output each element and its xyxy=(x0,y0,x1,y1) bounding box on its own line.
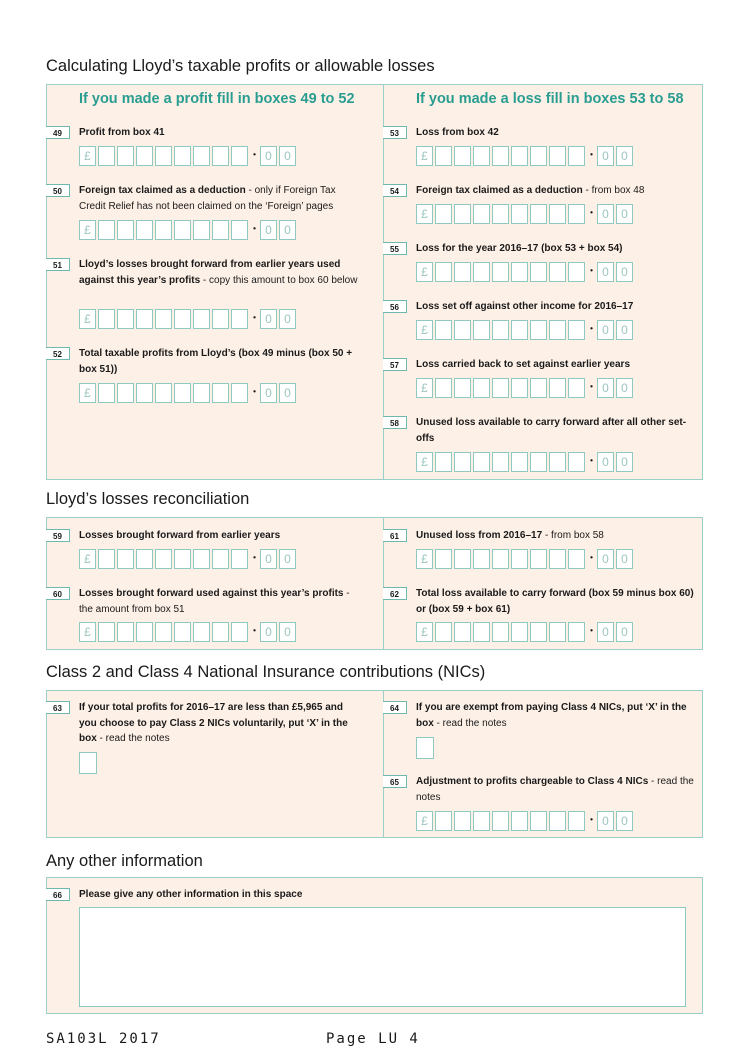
box-label xyxy=(416,586,701,617)
form-reference: SA103L 2017 xyxy=(46,1031,161,1047)
digit-cell[interactable] xyxy=(492,320,509,340)
digit-cell[interactable] xyxy=(549,378,566,398)
digit-cell[interactable] xyxy=(454,811,471,831)
digit-cell[interactable] xyxy=(549,811,566,831)
amount-field-52[interactable] xyxy=(79,383,298,403)
amount-field-65[interactable] xyxy=(416,811,635,831)
digit-cell[interactable] xyxy=(530,452,547,472)
digit-cell[interactable] xyxy=(492,811,509,831)
box-label-note: - read the notes xyxy=(96,733,170,744)
digit-cell[interactable] xyxy=(530,622,547,642)
pence-cell: 0 xyxy=(616,622,633,642)
pence-cell: 0 xyxy=(279,622,296,642)
digit-cell[interactable] xyxy=(530,320,547,340)
pence-cell: 0 xyxy=(616,452,633,472)
digit-cell[interactable] xyxy=(511,549,528,569)
digit-cell[interactable] xyxy=(568,378,585,398)
box-number: 54 xyxy=(383,184,407,197)
box-label xyxy=(416,528,701,544)
digit-cell[interactable] xyxy=(193,146,210,166)
digit-cell[interactable] xyxy=(530,146,547,166)
amount-field-50[interactable] xyxy=(79,220,298,240)
digit-cell[interactable] xyxy=(155,146,172,166)
box-number: 62 xyxy=(383,587,407,600)
decimal-point: • xyxy=(590,456,593,465)
pence-cell: 0 xyxy=(279,146,296,166)
decimal-point: • xyxy=(253,224,256,233)
decimal-point: • xyxy=(253,553,256,562)
currency-cell[interactable]: £ xyxy=(416,811,433,831)
decimal-point: • xyxy=(590,150,593,159)
box-label-main: Loss from box 42 xyxy=(416,127,499,138)
box-label-note: - from box 48 xyxy=(582,185,645,196)
digit-cell[interactable] xyxy=(212,383,229,403)
digit-cell[interactable] xyxy=(98,383,115,403)
class4-exempt-checkbox[interactable] xyxy=(416,737,434,759)
box-label xyxy=(416,415,701,446)
digit-cell[interactable] xyxy=(212,309,229,329)
digit-cell[interactable] xyxy=(530,549,547,569)
digit-cell[interactable] xyxy=(212,549,229,569)
box-number: 50 xyxy=(46,184,70,197)
decimal-point: • xyxy=(253,313,256,322)
box-number: 49 xyxy=(46,126,70,139)
digit-cell[interactable] xyxy=(155,220,172,240)
pence-cell: 0 xyxy=(597,146,614,166)
digit-cell[interactable] xyxy=(193,220,210,240)
box-label-main: Total loss available to carry forward (box 59 minus box 60) or (box 59 + box 61) xyxy=(416,588,694,615)
currency-cell[interactable]: £ xyxy=(416,622,433,642)
digit-cell[interactable] xyxy=(193,309,210,329)
box-number: 61 xyxy=(383,529,407,542)
digit-cell[interactable] xyxy=(473,320,490,340)
digit-cell[interactable] xyxy=(492,549,509,569)
digit-cell[interactable] xyxy=(231,622,248,642)
digit-cell[interactable] xyxy=(98,622,115,642)
box-number: 59 xyxy=(46,529,70,542)
pence-cell: 0 xyxy=(616,378,633,398)
currency-cell[interactable]: £ xyxy=(79,309,96,329)
digit-cell[interactable] xyxy=(530,262,547,282)
pence-cell: 0 xyxy=(616,811,633,831)
amount-field-49[interactable] xyxy=(79,146,298,166)
pence-cell: 0 xyxy=(597,204,614,224)
pence-cell: 0 xyxy=(279,549,296,569)
digit-cell[interactable] xyxy=(435,320,452,340)
digit-cell[interactable] xyxy=(435,378,452,398)
digit-cell[interactable] xyxy=(193,383,210,403)
digit-cell[interactable] xyxy=(511,452,528,472)
digit-cell[interactable] xyxy=(511,204,528,224)
section-title-reconciliation: Lloyd’s losses reconciliation xyxy=(46,490,250,508)
box-label-main: Losses brought forward from earlier years xyxy=(79,530,281,541)
amount-field-60[interactable] xyxy=(79,622,298,642)
digit-cell[interactable] xyxy=(511,262,528,282)
box-label-main: If you are exempt from paying Class 4 NICs, put ‘X’ in the box xyxy=(416,702,687,729)
digit-cell[interactable] xyxy=(454,204,471,224)
amount-field-58[interactable] xyxy=(416,452,635,472)
amount-field-61[interactable] xyxy=(416,549,635,569)
digit-cell[interactable] xyxy=(511,146,528,166)
digit-cell[interactable] xyxy=(117,309,134,329)
pence-cell: 0 xyxy=(616,549,633,569)
digit-cell[interactable] xyxy=(511,378,528,398)
currency-cell[interactable]: £ xyxy=(79,549,96,569)
digit-cell[interactable] xyxy=(136,220,153,240)
currency-cell[interactable]: £ xyxy=(416,378,433,398)
box-number: 51 xyxy=(46,258,70,271)
digit-cell[interactable] xyxy=(511,811,528,831)
digit-cell[interactable] xyxy=(568,549,585,569)
pence-cell: 0 xyxy=(279,220,296,240)
page-number: Page LU 4 xyxy=(326,1031,420,1047)
digit-cell[interactable] xyxy=(212,622,229,642)
box-label-note: - read the notes xyxy=(433,717,507,729)
box-label-main: Adjustment to profits chargeable to Class 4 NICs xyxy=(416,776,649,787)
digit-cell[interactable] xyxy=(549,622,566,642)
box-number: 53 xyxy=(383,126,407,139)
digit-cell[interactable] xyxy=(155,549,172,569)
digit-cell[interactable] xyxy=(454,146,471,166)
digit-cell[interactable] xyxy=(136,146,153,166)
digit-cell[interactable] xyxy=(435,622,452,642)
section-title-other-info: Any other information xyxy=(46,852,203,870)
digit-cell[interactable] xyxy=(530,204,547,224)
box-label-main: Foreign tax claimed as a deduction xyxy=(416,185,583,196)
digit-cell[interactable] xyxy=(435,204,452,224)
box-number: 65 xyxy=(383,775,407,788)
box-label xyxy=(79,528,364,544)
class2-voluntary-checkbox[interactable] xyxy=(79,752,97,774)
digit-cell[interactable] xyxy=(193,622,210,642)
digit-cell[interactable] xyxy=(155,383,172,403)
digit-cell[interactable] xyxy=(174,383,191,403)
decimal-point: • xyxy=(253,387,256,396)
digit-cell[interactable] xyxy=(568,811,585,831)
currency-cell[interactable]: £ xyxy=(416,320,433,340)
digit-cell[interactable] xyxy=(435,811,452,831)
amount-field-59[interactable] xyxy=(79,549,298,569)
box-label-main: Loss set off against other income for 2016–17 xyxy=(416,301,634,312)
box-label-main: If your total profits for 2016–17 are less than £5,965 and you choose to pay Class 2 NICs voluntarily, put ‘X’ in the box xyxy=(79,702,348,744)
box-label xyxy=(416,241,701,257)
digit-cell[interactable] xyxy=(492,622,509,642)
pence-cell: 0 xyxy=(597,549,614,569)
pence-cell: 0 xyxy=(597,378,614,398)
box-label-main: Loss for the year 2016–17 (box 53 + box 54) xyxy=(416,243,623,254)
digit-cell[interactable] xyxy=(549,452,566,472)
box-number: 64 xyxy=(383,701,407,714)
digit-cell[interactable] xyxy=(549,204,566,224)
box-label xyxy=(79,586,364,617)
decimal-point: • xyxy=(590,626,593,635)
box-label xyxy=(79,125,364,141)
digit-cell[interactable] xyxy=(473,452,490,472)
amount-field-53[interactable] xyxy=(416,146,635,166)
digit-cell[interactable] xyxy=(193,549,210,569)
digit-cell[interactable] xyxy=(174,622,191,642)
digit-cell[interactable] xyxy=(530,811,547,831)
digit-cell[interactable] xyxy=(492,146,509,166)
amount-field-54[interactable] xyxy=(416,204,635,224)
decimal-point: • xyxy=(590,815,593,824)
box-label xyxy=(416,357,701,373)
box-label-note: - from box 58 xyxy=(542,530,604,541)
digit-cell[interactable] xyxy=(174,220,191,240)
box-label-main: Unused loss available to carry forward after all other set-offs xyxy=(416,417,687,444)
digit-cell[interactable] xyxy=(231,220,248,240)
box-number: 66 xyxy=(46,888,70,901)
digit-cell[interactable] xyxy=(117,383,134,403)
digit-cell[interactable] xyxy=(549,262,566,282)
box-label-main: Please give any other information in this space xyxy=(79,889,303,900)
digit-cell[interactable] xyxy=(435,146,452,166)
box-label-note: - read the notes xyxy=(416,776,694,803)
box-number: 60 xyxy=(46,587,70,600)
digit-cell[interactable] xyxy=(155,622,172,642)
digit-cell[interactable] xyxy=(174,146,191,166)
box-label-main: Total taxable profits from Lloyd’s (box 49 minus (box 50 + box 51)) xyxy=(79,348,353,375)
pence-cell: 0 xyxy=(260,549,277,569)
decimal-point: • xyxy=(590,553,593,562)
box-number: 63 xyxy=(46,701,70,714)
digit-cell[interactable] xyxy=(435,452,452,472)
box-label xyxy=(79,700,354,747)
digit-cell[interactable] xyxy=(568,320,585,340)
currency-cell[interactable]: £ xyxy=(79,383,96,403)
box-label-main: Loss carried back to set against earlier years xyxy=(416,359,630,370)
digit-cell[interactable] xyxy=(530,378,547,398)
box-label-note: - only if Foreign Tax Credit Relief has not been claimed on the ‘Foreign’ pages xyxy=(79,185,336,212)
box-label xyxy=(416,700,701,731)
digit-cell[interactable] xyxy=(98,220,115,240)
pence-cell: 0 xyxy=(260,146,277,166)
currency-cell[interactable]: £ xyxy=(79,146,96,166)
currency-cell[interactable]: £ xyxy=(416,146,433,166)
digit-cell[interactable] xyxy=(454,452,471,472)
digit-cell[interactable] xyxy=(473,378,490,398)
amount-field-62[interactable] xyxy=(416,622,635,642)
box-label xyxy=(416,183,701,199)
box-label-note: - the amount from box 51 xyxy=(79,588,350,615)
pence-cell: 0 xyxy=(597,452,614,472)
box-number: 52 xyxy=(46,347,70,360)
other-information-textarea[interactable] xyxy=(79,907,686,1007)
digit-cell[interactable] xyxy=(212,220,229,240)
pence-cell: 0 xyxy=(616,204,633,224)
pence-cell: 0 xyxy=(616,262,633,282)
pence-cell: 0 xyxy=(279,309,296,329)
digit-cell[interactable] xyxy=(549,549,566,569)
currency-cell[interactable]: £ xyxy=(79,622,96,642)
digit-cell[interactable] xyxy=(549,320,566,340)
digit-cell[interactable] xyxy=(155,309,172,329)
digit-cell[interactable] xyxy=(435,262,452,282)
digit-cell[interactable] xyxy=(492,204,509,224)
pence-cell: 0 xyxy=(260,220,277,240)
box-number: 55 xyxy=(383,242,407,255)
amount-field-57[interactable] xyxy=(416,378,635,398)
currency-cell[interactable]: £ xyxy=(416,204,433,224)
digit-cell[interactable] xyxy=(117,549,134,569)
section-title-nics: Class 2 and Class 4 National Insurance contributions (NICs) xyxy=(46,663,486,681)
pence-cell: 0 xyxy=(279,383,296,403)
digit-cell[interactable] xyxy=(568,146,585,166)
digit-cell[interactable] xyxy=(454,622,471,642)
box-number: 56 xyxy=(383,300,407,313)
profit-column-heading: If you made a profit fill in boxes 49 to 52 xyxy=(79,91,355,107)
digit-cell[interactable] xyxy=(231,146,248,166)
pence-cell: 0 xyxy=(260,383,277,403)
decimal-point: • xyxy=(253,626,256,635)
digit-cell[interactable] xyxy=(454,262,471,282)
decimal-point: • xyxy=(253,150,256,159)
pence-cell: 0 xyxy=(597,262,614,282)
currency-cell[interactable]: £ xyxy=(416,262,433,282)
digit-cell[interactable] xyxy=(231,383,248,403)
digit-cell[interactable] xyxy=(136,383,153,403)
digit-cell[interactable] xyxy=(454,378,471,398)
digit-cell[interactable] xyxy=(473,262,490,282)
digit-cell[interactable] xyxy=(117,622,134,642)
box-label xyxy=(79,346,364,377)
digit-cell[interactable] xyxy=(231,549,248,569)
amount-field-51[interactable] xyxy=(79,309,298,329)
decimal-point: • xyxy=(590,266,593,275)
digit-cell[interactable] xyxy=(473,549,490,569)
box-label xyxy=(416,299,701,315)
section-title-calculating: Calculating Lloyd’s taxable profits or allowable losses xyxy=(46,57,435,75)
digit-cell[interactable] xyxy=(98,549,115,569)
digit-cell[interactable] xyxy=(568,204,585,224)
box-label-main: Lloyd’s losses brought forward from earlier years used against this year’s profits xyxy=(79,259,341,286)
digit-cell[interactable] xyxy=(117,146,134,166)
pence-cell: 0 xyxy=(597,320,614,340)
digit-cell[interactable] xyxy=(454,320,471,340)
box-label xyxy=(79,257,364,288)
digit-cell[interactable] xyxy=(454,549,471,569)
box-label-note: - copy this amount to box 60 below xyxy=(200,274,358,286)
digit-cell[interactable] xyxy=(511,622,528,642)
digit-cell[interactable] xyxy=(568,452,585,472)
pence-cell: 0 xyxy=(260,309,277,329)
digit-cell[interactable] xyxy=(136,622,153,642)
box-label xyxy=(416,774,701,805)
box-label xyxy=(79,887,679,903)
digit-cell[interactable] xyxy=(492,452,509,472)
digit-cell[interactable] xyxy=(98,146,115,166)
box-number: 57 xyxy=(383,358,407,371)
pence-cell: 0 xyxy=(616,146,633,166)
decimal-point: • xyxy=(590,208,593,217)
box-number: 58 xyxy=(383,416,407,429)
loss-column-heading: If you made a loss fill in boxes 53 to 58 xyxy=(416,91,684,107)
digit-cell[interactable] xyxy=(473,146,490,166)
digit-cell[interactable] xyxy=(174,309,191,329)
amount-field-56[interactable] xyxy=(416,320,635,340)
decimal-point: • xyxy=(590,382,593,391)
pence-cell: 0 xyxy=(597,622,614,642)
digit-cell[interactable] xyxy=(473,204,490,224)
digit-cell[interactable] xyxy=(435,549,452,569)
amount-field-55[interactable] xyxy=(416,262,635,282)
digit-cell[interactable] xyxy=(492,262,509,282)
currency-cell[interactable]: £ xyxy=(416,549,433,569)
digit-cell[interactable] xyxy=(511,320,528,340)
digit-cell[interactable] xyxy=(174,549,191,569)
currency-cell[interactable]: £ xyxy=(416,452,433,472)
digit-cell[interactable] xyxy=(98,309,115,329)
pence-cell: 0 xyxy=(597,811,614,831)
digit-cell[interactable] xyxy=(136,549,153,569)
digit-cell[interactable] xyxy=(212,146,229,166)
box-label-main: Unused loss from 2016–17 xyxy=(416,530,543,541)
digit-cell[interactable] xyxy=(568,622,585,642)
digit-cell[interactable] xyxy=(492,378,509,398)
digit-cell[interactable] xyxy=(136,309,153,329)
box-label-main: Losses brought forward used against this year’s profits xyxy=(79,588,344,599)
box-label-main: Profit from box 41 xyxy=(79,127,165,138)
digit-cell[interactable] xyxy=(473,622,490,642)
box-label xyxy=(416,125,701,141)
digit-cell[interactable] xyxy=(117,220,134,240)
pence-cell: 0 xyxy=(260,622,277,642)
pence-cell: 0 xyxy=(616,320,633,340)
box-label-main: Foreign tax claimed as a deduction xyxy=(79,185,246,196)
currency-cell[interactable]: £ xyxy=(79,220,96,240)
digit-cell[interactable] xyxy=(473,811,490,831)
digit-cell[interactable] xyxy=(568,262,585,282)
decimal-point: • xyxy=(590,324,593,333)
digit-cell[interactable] xyxy=(231,309,248,329)
box-label xyxy=(79,183,364,214)
digit-cell[interactable] xyxy=(549,146,566,166)
